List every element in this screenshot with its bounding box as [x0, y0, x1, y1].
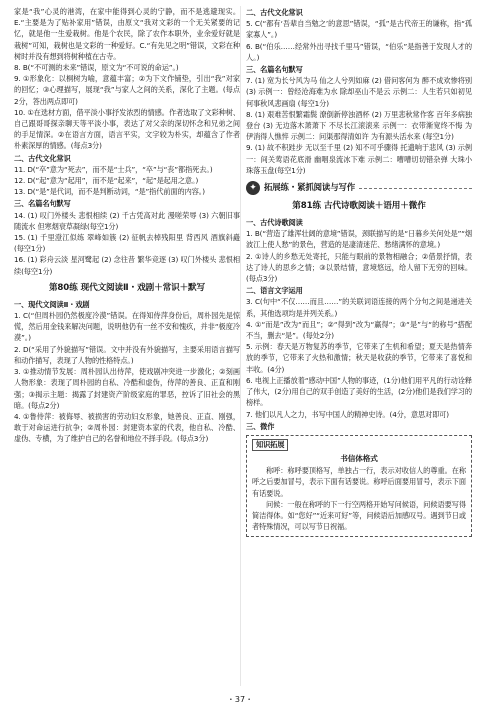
answer-paragraph: 3. C(句中“不仅……而且……”的关联词语连接的两个分句之间是递进关系，其他选项均是并列关系。) — [246, 297, 472, 318]
answer-paragraph: 6. B(“伯乐……经常外出寻找千里马”错误，“伯乐”是指善于发现人才的人。) — [246, 41, 472, 62]
answer-paragraph: 7. 他们以凡人之力，书写中国人的精神史诗。(4分，意思对即可) — [246, 409, 450, 419]
answer-paragraph: 5. 示例：春天是万物复苏的季节，它带来了生机和希望；夏天是热情奔放的季节，它带来了火热和激情；秋天是收获的季节，它带来了喜悦和丰收。(4分) — [246, 342, 472, 374]
section-title-poetry: 一、古代诗歌阅读 — [246, 218, 303, 228]
knowledge-box-title: 书信体格式 — [340, 453, 378, 463]
expansion-banner — [246, 181, 472, 195]
right-column — [246, 6, 472, 537]
knowledge-box-body — [252, 465, 466, 532]
answer-paragraph: 13. D(“是”是代词，而不是判断动词，“是”指代前面的内容。) — [14, 187, 205, 197]
answer-paragraph: 9. ①形象化：以桐树为喻，意蕴丰富；②为下文作铺垫，引出“我”对家的回忆；③心理描写，展现“我”与家人之间的关系，深化了主题。(每点2分，答出两点即可) — [14, 74, 240, 106]
section-title-micro-writing: 三、微作 — [246, 421, 275, 431]
answer-group-drama — [14, 310, 240, 444]
banner-rule — [359, 188, 472, 189]
section-title-language: 二、语言文字运用 — [246, 286, 303, 296]
answer-paragraph: 10. ①在选材方面，借平淡小事抒发浓烈的情感。作者选取了文彩种树、自己跟哥哥探亲聊天等平淡小事，表达了对父亲的深切怀念和兄弟之间的手足情深。②在语言方面，语言平实，文字较为朴实，却蕴含了作者朴素深厚的情感。(每点3分) — [14, 107, 240, 151]
answer-paragraph: 4. ①“而是”改为“而且”；②“得到”改为“赢得”；③“是”与“的称号”搭配不当，删去“是”。(每处2分) — [246, 319, 472, 341]
answer-paragraph: 9. (1) 故不积跬步 无以至千里 (2) 知不可乎骤得 托遗响于悲风 (3) 示例一：间关莺语花底滑 幽咽泉流冰下难 示例二：嘈嘈切切错杂弹 大珠小珠落玉盘(每空1分) — [246, 143, 472, 175]
answer-paragraph: 12. D(“起”意为“起用”，而不是“起来”，“起”是起用之意。) — [14, 176, 199, 186]
expansion-banner-title: 拓展练・紧抓阅读与写作 — [264, 182, 356, 193]
answer-group-language — [246, 296, 472, 419]
knowledge-box-tag: 知识拓展 — [252, 439, 288, 451]
answer-paragraph: 4. ①鲁侍萍：被侮辱、被损害的劳动妇女形象，她善良、正直、刚强，敢于对命运进行抗争；②周朴园：封建资本家的代表，他自私、冷酷、虚伪、专横，为了维护自己的名誉和地位不择手段。(每点3分) — [14, 411, 240, 444]
answer-paragraph: 称呼：称呼要顶格写，单独占一行，表示对收信人的尊重。在称呼之后要加冒号，表示下面有话要说。称呼后面要用冒号，表示下面有话要说。 — [252, 466, 466, 498]
section-title-recitation: 三、名篇名句默写 — [14, 199, 71, 209]
answer-paragraph: 2. D(“采用了外貌描写”错误。文中并没有外貌描写，主要采用语言描写和动作描写，表现了人物的性格特点。) — [14, 344, 240, 365]
section-title-culture-2: 二、古代文化常识 — [246, 8, 303, 17]
compass-icon: ✦ — [246, 181, 260, 195]
left-column — [14, 6, 240, 445]
answer-group-culture — [14, 164, 240, 198]
answer-group-culture-2 — [246, 18, 472, 63]
column-divider — [240, 6, 241, 686]
answer-group-recitation-2 — [246, 75, 472, 176]
section-title-drama: 一、现代文阅读Ⅱ・戏剧 — [14, 299, 90, 309]
page-number: ・37・ — [226, 695, 254, 704]
knowledge-box — [246, 435, 472, 537]
exercise-title-80: 第80练 现代文阅读Ⅱ・戏剧＋常识＋默写 — [48, 282, 206, 293]
answer-paragraph: 1. B(“营造了雄浑壮阔的意境”错误，颈联描写的是“日暮乡关何处是”“烟波江上使人愁”的景色，营造的是凄清迷茫、愁绪满怀的意境。) — [246, 229, 472, 250]
answer-paragraph: 1. C(“但周朴园仍然极度冷漠”错误。在得知侍萍身份后，周朴园先是惊慌，然后用金钱来解决问题，说明他仍有一丝不安和愧疚，并非“极度冷漠”。) — [14, 311, 240, 343]
answer-paragraph: 11. D(“卒”意为“死去”，而不是“士兵”，“卒”与“丧”都指死去。) — [14, 164, 213, 174]
section-title-culture: 二、古代文化常识 — [14, 153, 71, 163]
answer-group-reading — [14, 6, 240, 152]
answer-paragraph: 14. (1) 叹门外楼头 悲恨相续 (2) 千古凭高对此 漫嗟荣辱 (3) 六朝旧事随流水 但寒烟衰草凝绿(每空1分) — [14, 210, 240, 231]
section-title-recitation-2: 三、名篇名句默写 — [246, 65, 303, 75]
answer-paragraph: 5. C(“都有‘吾辈自当勉之’的意思”错误，“孤”是古代帝王的谦称，指“孤家寡人”。) — [246, 19, 472, 40]
answer-paragraph: 8. (1) 艰难苦恨繁霜鬓 潦倒新停浊酒杯 (2) 万里悲秋常作客 百年多病独登台 (3) 无边落木萧萧下 不尽长江滚滚来 示例一：衣带渐宽终不悔 为伊消得人憔悴 示例二：问渠那得清如许 为有源头活水来 (每空1分) — [246, 109, 472, 142]
answer-paragraph: 6. 电视上正播放着“感动中国”人物的事迹，(1分)他们用平凡的行动诠释了伟大，(2分)用自己的双手创造了美好的生活，(2分)他们是我们学习的榜样。 — [246, 375, 472, 408]
answer-paragraph: 16. (1) 彩舟云淡 星河鹭起 (2) 念往昔 繁华竞逐 (3) 叹门外楼头 悲恨相续(每空1分) — [14, 255, 240, 276]
answer-paragraph: 15. (1) 千里澄江似练 翠峰如簇 (2) 征帆去棹残阳里 背西风 酒旗斜矗(每空1分) — [14, 233, 240, 254]
answer-paragraph: 8. B(“不可测的未来”错误，原文为“不可说的命运”。) — [14, 63, 179, 73]
answer-paragraph: 7. (1) 宽为长兮风为马 仙之人兮列如麻 (2) 借问客何为 醉不成欢惨将别 (3) 示例一：曾经沧海难为水 除却巫山不是云 示例二：人生若只如初见 何事秋风悲画扇 (每空1分) — [246, 76, 472, 108]
answer-paragraph: 问候：一般在称呼的下一行空两格开始写问候语，问候语要写得简洁得体。如“您好”“近来可好”等，问候语后加感叹号。遇到节日或者特殊情况，可以写节日祝福。 — [252, 499, 466, 532]
answer-paragraph: 3. ①推动情节发展：周朴园认出侍萍，使戏剧冲突进一步激化；②刻画人物形象：表现了周朴园的自私、冷酷和虚伪，侍萍的善良、正直和刚强；③揭示主题：揭露了封建资产阶级家庭的罪恶，控诉了旧社会的黑暗。(每点2分) — [14, 367, 240, 410]
exercise-title-81: 第81练 古代诗歌阅读＋语用＋微作 — [292, 201, 426, 212]
answer-paragraph: 2. ①诗人的乡愁无处寄托，只能与眼前的景物相融合；②借景抒情，表达了诗人的思乡之情；③以景结情，意境悠远，给人留下无穷的回味。(每点3分) — [246, 251, 472, 284]
answer-group-recitation — [14, 210, 240, 277]
answer-paragraph: 家是“我”心灵的港湾，在家中能得到心灵的宁静，而不是逃避现实。E.“主要是为了贴补家用”错误，由原文“我对文彩的一个无关紧要的记忆，就是他一生爱栽树。他是个农民，除了农作本职外，业余爱好就是栽树”可知，栽树也是文彩的一种爱好。C.“有先见之明”错误，文彩在种树时并没有想到将树种植在古寺。 — [14, 7, 240, 61]
answer-group-poetry — [246, 228, 472, 284]
